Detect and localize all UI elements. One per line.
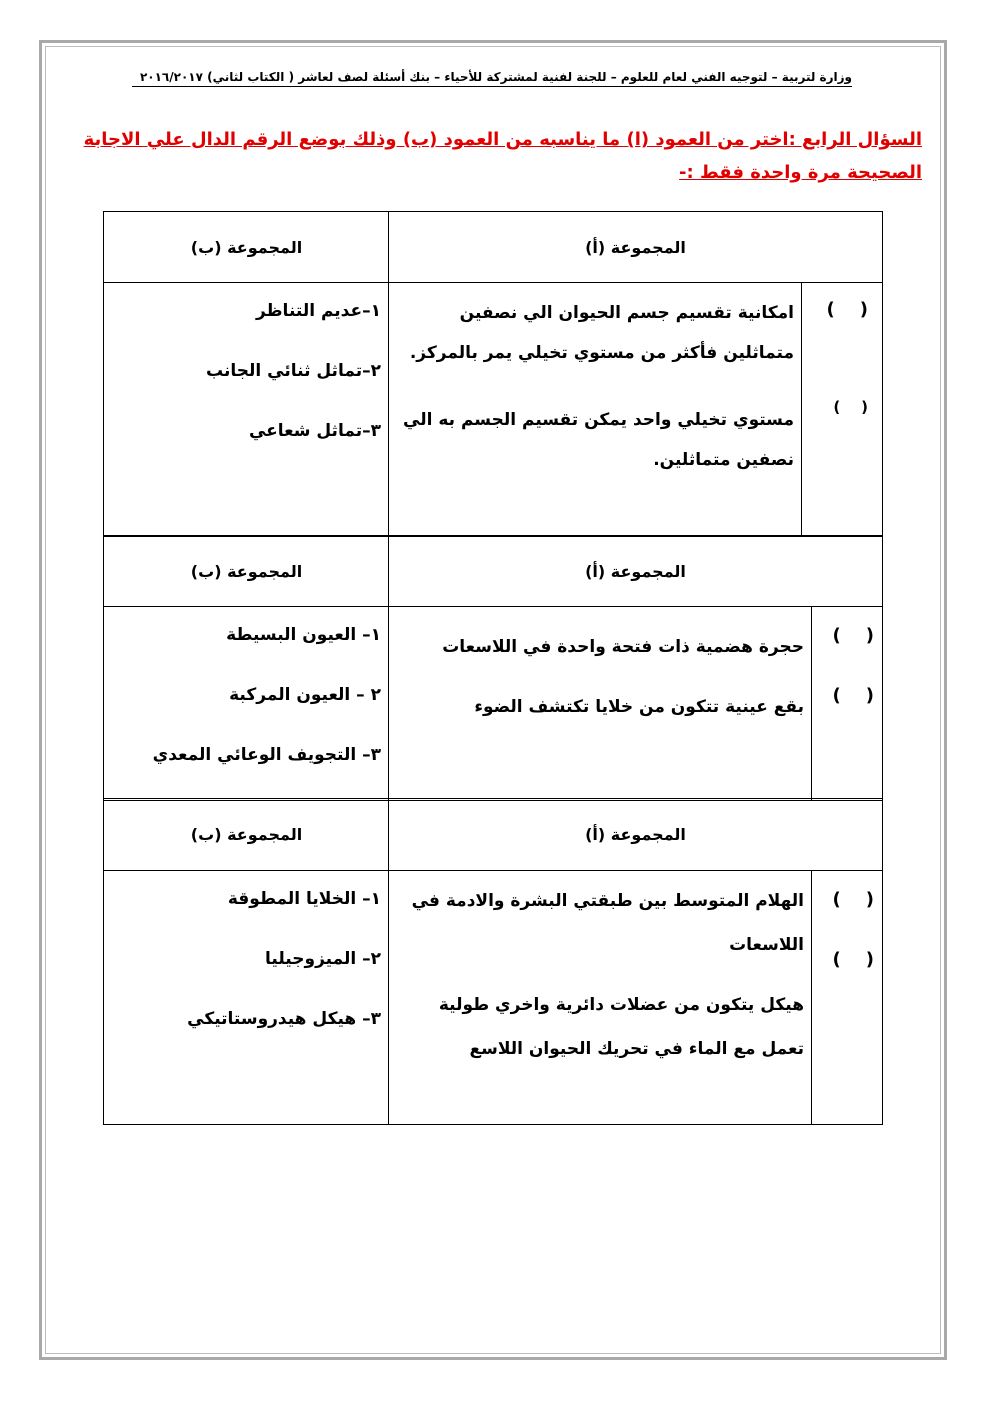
answer-slot-2[interactable]: ( ) bbox=[832, 685, 874, 706]
group-a-item-1: الهلام المتوسط بين طبقتي البشرة والادمة في اللاسعات bbox=[411, 891, 804, 955]
matching-section-3 bbox=[103, 798, 883, 1125]
group-b-column bbox=[104, 283, 389, 536]
group-a-item-2: هيكل يتكون من عضلات دائرية واخري طولية تعمل مع الماء في تحريك الحيوان اللاسع bbox=[438, 995, 804, 1059]
group-b-column bbox=[104, 607, 389, 800]
group-b-item-3: ٣–تماثل شعاعي bbox=[248, 421, 381, 441]
group-a-heading: المجموعة (أ) bbox=[388, 536, 882, 606]
group-b-item-2: ٢– الميزوجيليا bbox=[265, 949, 381, 969]
group-b-item-1: ١–عديم التناظر bbox=[255, 301, 381, 321]
group-a-item-2: بقع عينية تتكون من خلايا تكتشف الضوء bbox=[474, 697, 804, 717]
answer-slot-1[interactable]: ( ) bbox=[832, 625, 874, 646]
group-a-heading: المجموعة (أ) bbox=[388, 799, 882, 870]
matching-section-1 bbox=[103, 211, 883, 537]
answer-column bbox=[811, 607, 882, 800]
question-line-1: السؤال الرابع :اختر من العمود (ا) ما يناسبه من العمود (ب) وذلك بوضع الرقم الدال علي الاجابة bbox=[83, 129, 922, 150]
page-header: وزارة لتربية – لتوجيه الفني لعام للعلوم – للجنة لفنية لمشتركة للأحياء – بنك أسئلة لصف لعاشر ( الكتاب لثاني) ٢٠١٦/٢٠١٧ bbox=[132, 70, 852, 87]
group-a-heading: المجموعة (أ) bbox=[388, 212, 882, 282]
question-line-2: الصحيحة مرة واحدة فقط :- bbox=[679, 162, 922, 183]
group-b-item-2: ٢ – العيون المركبة bbox=[229, 685, 381, 705]
answer-slot-1[interactable]: ( ) bbox=[826, 299, 868, 320]
group-b-column bbox=[104, 871, 389, 1124]
section-body bbox=[104, 283, 882, 536]
matching-section-2 bbox=[103, 535, 883, 801]
group-b-heading: المجموعة (ب) bbox=[190, 825, 303, 844]
answer-slot-1[interactable]: ( ) bbox=[832, 889, 874, 910]
answer-column bbox=[811, 871, 882, 1124]
section-header-row bbox=[104, 799, 882, 871]
question-title bbox=[60, 123, 922, 189]
group-b-heading: المجموعة (ب) bbox=[190, 561, 303, 581]
section-header-row bbox=[104, 536, 882, 607]
group-a-column bbox=[388, 283, 882, 536]
group-a-column bbox=[388, 607, 882, 800]
group-a-item-1: حجرة هضمية ذات فتحة واحدة في اللاسعات bbox=[442, 637, 804, 657]
group-b-item-1: ١– الخلايا المطوقة bbox=[227, 889, 381, 909]
section-header-row bbox=[104, 212, 882, 283]
section-body bbox=[104, 871, 882, 1124]
answer-slot-2[interactable]: ( ) bbox=[832, 949, 874, 970]
group-a-item-1: امكانية تقسيم جسم الحيوان الي نصفين متماثلين فأكثر من مستوي تخيلي يمر بالمركز. bbox=[409, 303, 794, 363]
section-body bbox=[104, 607, 882, 800]
group-b-item-3: ٣– التجويف الوعائي المعدي bbox=[152, 745, 381, 765]
answer-slot-2[interactable]: ( ) bbox=[833, 398, 868, 416]
group-b-item-1: ١– العيون البسيطة bbox=[226, 625, 381, 645]
group-b-item-2: ٢–تماثل ثنائي الجانب bbox=[206, 361, 381, 381]
answer-column bbox=[801, 283, 882, 536]
group-b-heading: المجموعة (ب) bbox=[190, 237, 303, 257]
group-a-column bbox=[388, 871, 882, 1124]
group-b-item-3: ٣– هيكل هيدروستاتيكي bbox=[187, 1009, 381, 1029]
group-a-list bbox=[404, 617, 804, 737]
group-a-item-2: مستوي تخيلي واحد يمكن تقسيم الجسم به الي نصفين متماثلين. bbox=[403, 410, 794, 470]
